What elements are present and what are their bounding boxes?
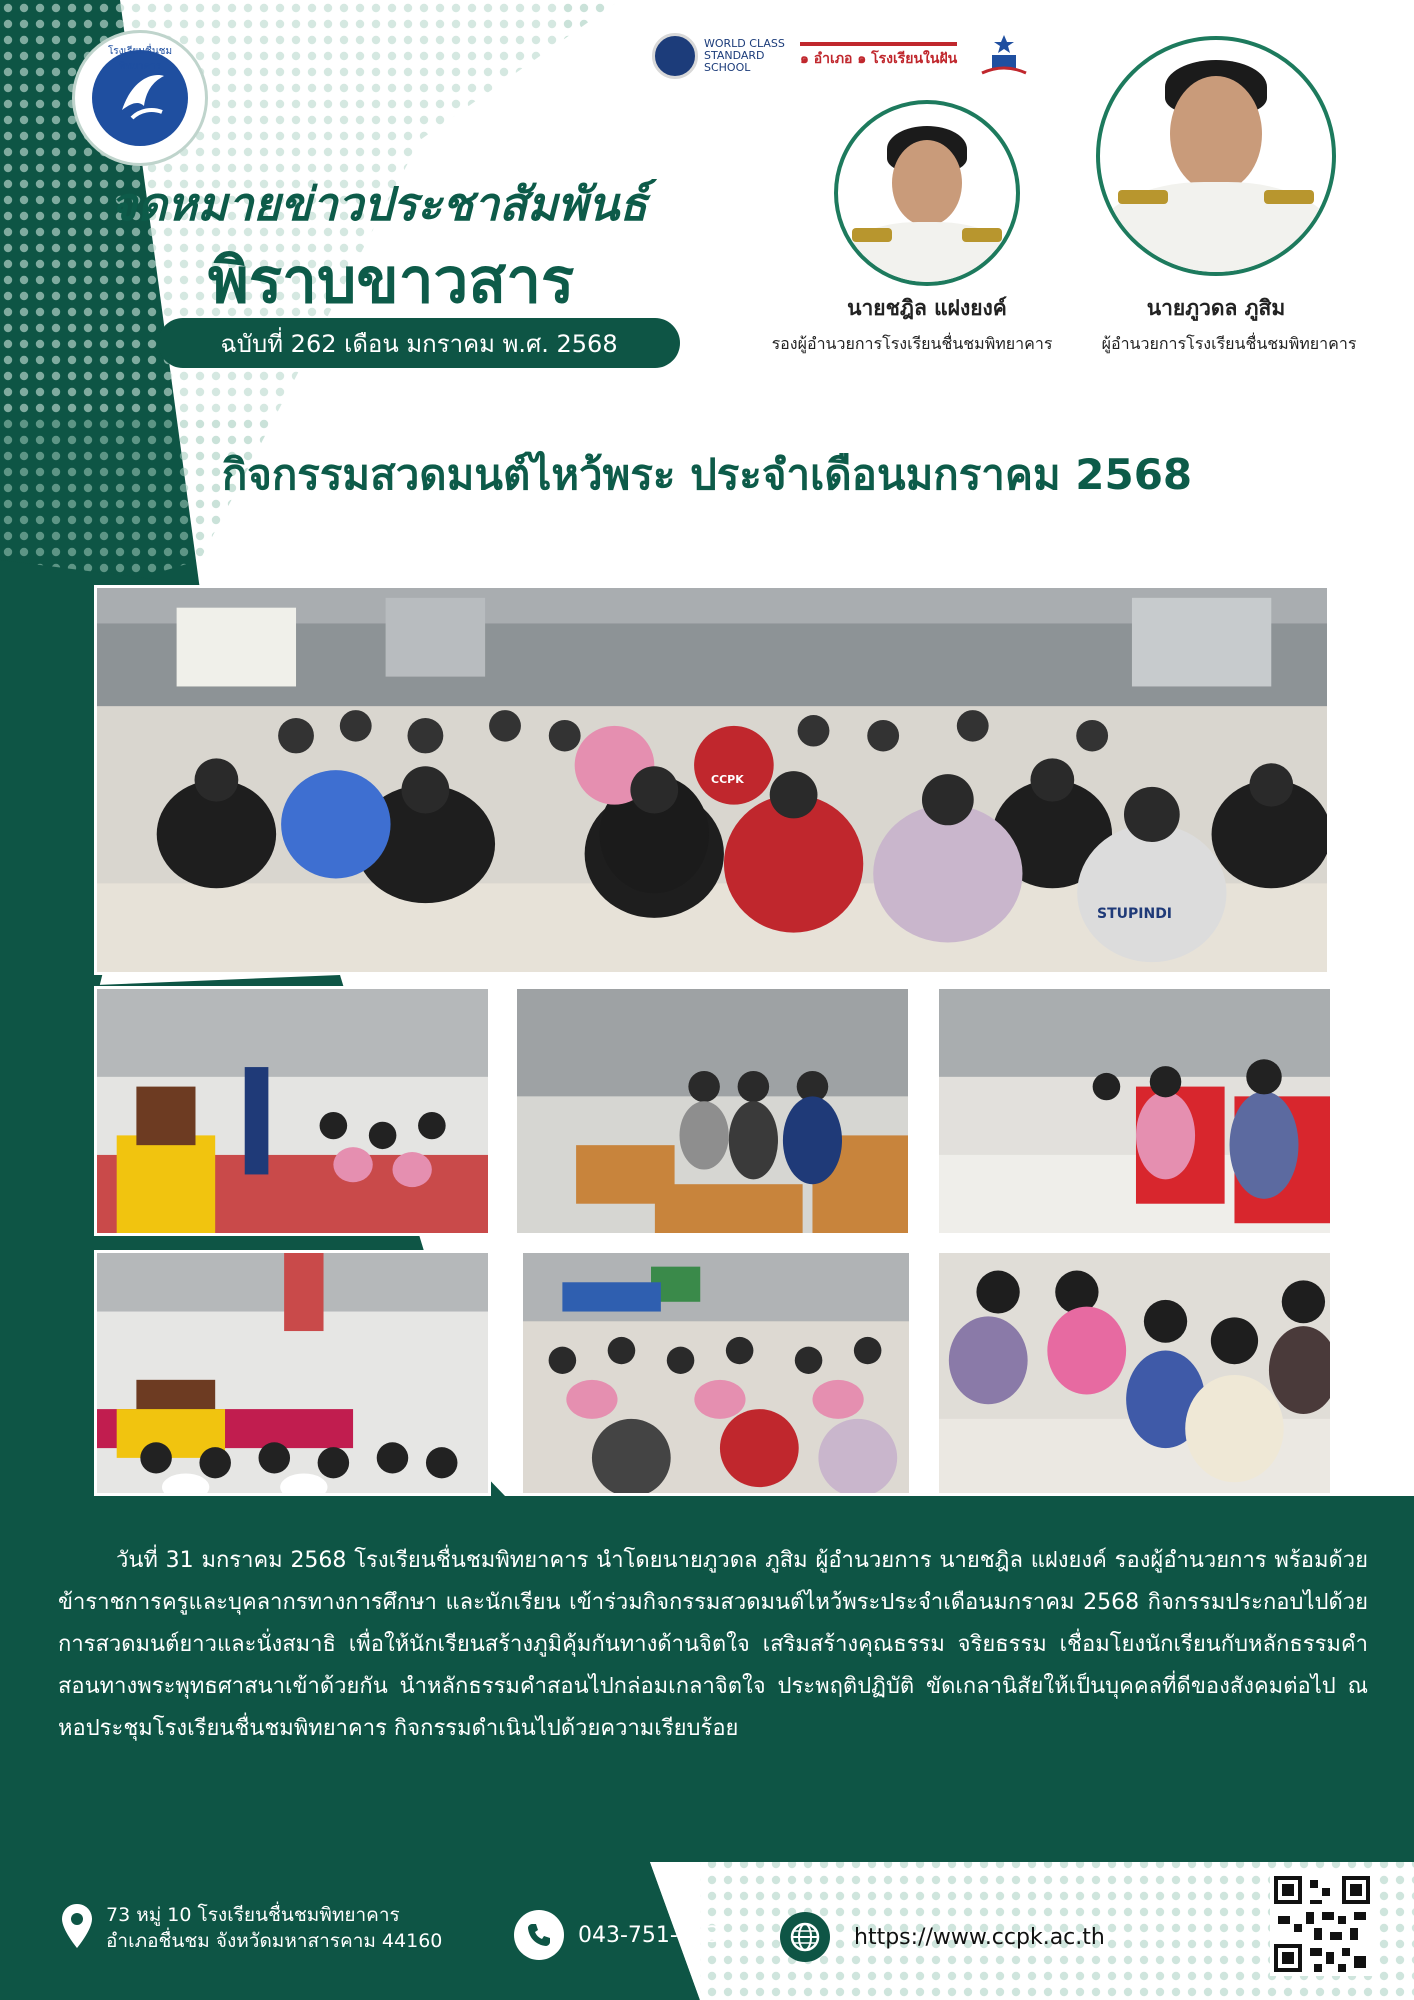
website-link[interactable]: https://www.ccpk.ac.th bbox=[854, 1924, 1105, 1950]
article-body: วันที่ 31 มกราคม 2568 โรงเรียนชื่นชมพิทยาคาร นำโดยนายภูวดล ภูสิม ผู้อำนวยการ นายชฎิล แฝงยงค์ รองผู้อำนวยการ พร้อมด้วยข้าราชการครูและบุคลากรทางการศึกษา และนักเรียน เข้าร่วมกิจกรรมสวดมนต์ไหว้พระประจำเดือนมกราคม 2568 กิจกรรมประกอบไปด้วย การสวดมนต์ยาวและนั่งสมาธิ เพื่อให้นักเรียนสร้างภูมิคุ้มกันทางด้านจิตใจ เสริมสร้างคุณธรรม จริยธรรม เชื่อมโยงนักเรียนกับหลักธรรมคำสอนทางพระพุทธศาสนาเข้าด้วยกัน นำหลักธรรมคำสอนไปกล่อมเกลาจิตใจ ประพฤติปฏิบัติ ขัดเกลานิสัยให้เป็นบุคคลที่ดีของสังคมต่อไป ณ หอประชุมโรงเรียนชื่นชมพิทยาคาร กิจกรรมดำเนินไปด้วยความเรียบร้อย bbox=[58, 1548, 1368, 1741]
deputy-director-role: รองผู้อำนวยการโรงเรียนชื่นชมพิทยาคาร bbox=[771, 334, 1053, 353]
epaulet-left bbox=[1118, 190, 1168, 204]
star-book-icon bbox=[978, 33, 1030, 79]
world-class-text: WORLD CLASS STANDARD SCHOOL bbox=[704, 37, 785, 74]
deputy-director-name: นายชฎิล แฝงยงค์ bbox=[847, 296, 1007, 320]
epaulet-left bbox=[852, 228, 892, 242]
address-line-1: 73 หมู่ 10 โรงเรียนชื่นชมพิทยาคาร bbox=[106, 1904, 400, 1926]
jersey-text: CCPK bbox=[711, 773, 744, 786]
epaulet-right bbox=[1264, 190, 1314, 204]
photo-teachers-bench bbox=[514, 986, 911, 1236]
portrait-face bbox=[1170, 76, 1262, 192]
qr-code[interactable] bbox=[1270, 1872, 1374, 1976]
director-name: นายภูวดล ภูสิม bbox=[1146, 296, 1286, 320]
newsletter-subtitle: จดหมายข่าวประชาสัมพันธ์ bbox=[110, 177, 648, 231]
globe-icon bbox=[652, 33, 698, 79]
education-logo bbox=[978, 30, 1030, 82]
main-photo-assembly bbox=[94, 585, 1330, 975]
one-district-text: ๑ อำเภอ ๑ โรงเรียนในฝัน bbox=[800, 42, 957, 70]
one-district-logo bbox=[800, 30, 957, 82]
phone-icon bbox=[514, 1910, 564, 1960]
phone-number[interactable]: 043-751-173 bbox=[578, 1922, 720, 1948]
sweatshirt-text: STUPINDI bbox=[1097, 906, 1173, 922]
newsletter-title: พิราบขาวสาร bbox=[208, 244, 575, 317]
photo-altar-teacher bbox=[94, 986, 491, 1236]
issue-badge: ฉบับที่ 262 เดือน มกราคม พ.ศ. 2568 bbox=[158, 318, 680, 368]
world-class-logo bbox=[652, 30, 804, 82]
photo-students-seated bbox=[520, 1250, 912, 1496]
location-pin-icon bbox=[60, 1902, 94, 1950]
footer-address bbox=[60, 1902, 442, 1954]
globe-icon bbox=[780, 1912, 830, 1962]
footer-website bbox=[780, 1912, 1105, 1962]
address-line-2: อำเภอชื่นชม จังหวัดมหาสารคาม 44160 bbox=[106, 1930, 443, 1952]
photo-altar-assembly bbox=[94, 1250, 491, 1496]
portrait-deputy-director bbox=[834, 100, 1020, 286]
photo-students-chairs bbox=[936, 986, 1333, 1236]
epaulet-right bbox=[962, 228, 1002, 242]
portrait-face bbox=[892, 140, 962, 226]
portrait-director bbox=[1096, 36, 1336, 276]
activity-headline: กิจกรรมสวดมนต์ไหว้พระ ประจำเดือนมกราคม 2568 bbox=[221, 450, 1193, 499]
logo-ring-text: โรงเรียนชื่นชมพิทยาคาร bbox=[107, 46, 173, 72]
footer-phone bbox=[514, 1910, 720, 1960]
director-role: ผู้อำนวยการโรงเรียนชื่นชมพิทยาคาร bbox=[1101, 334, 1357, 353]
photo-students-meditating bbox=[936, 1250, 1333, 1496]
